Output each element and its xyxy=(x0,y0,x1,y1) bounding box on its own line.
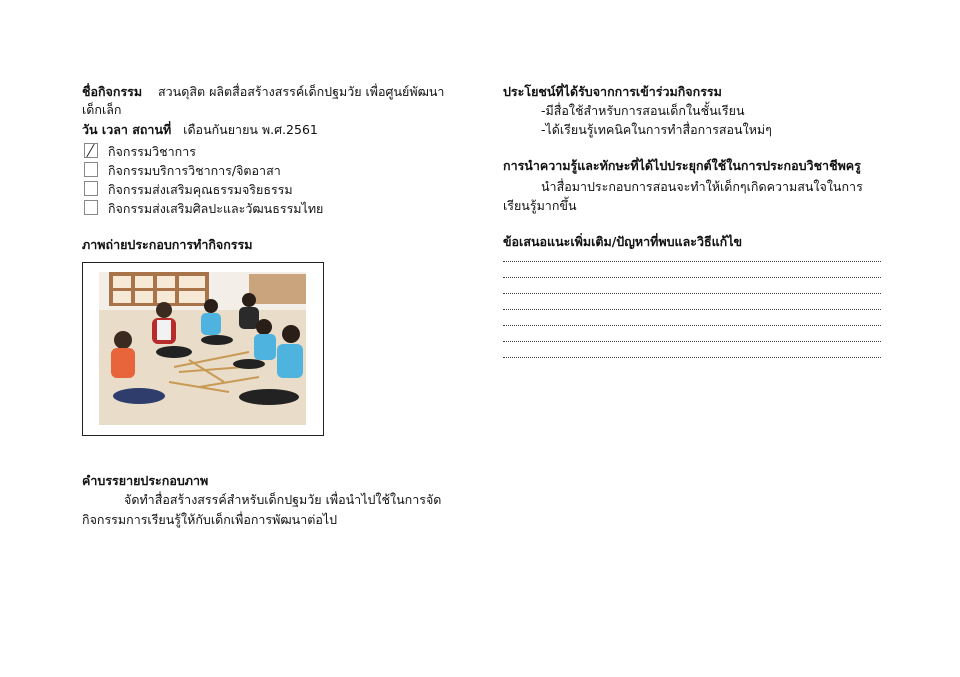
checkbox-icon[interactable] xyxy=(84,181,98,196)
apply-line-2: เรียนรู้มากขึ้น xyxy=(503,198,577,213)
checkbox-label: กิจกรรมส่งเสริมศิลปะและวัฒนธรรมไทย xyxy=(107,201,324,216)
dotted-line xyxy=(503,293,881,295)
dotted-line xyxy=(503,277,881,279)
dotted-line xyxy=(503,357,881,359)
caption-line-2: กิจกรรมการเรียนรู้ให้กับเด็กเพื่อการพัฒนาต่อไป xyxy=(82,512,338,527)
dotted-line xyxy=(503,309,881,311)
benefit-item-1: -มีสื่อใช้สำหรับการสอนเด็กในชั้นเรียน xyxy=(541,103,745,118)
apply-line-1: นำสื่อมาประกอบการสอนจะทำให้เด็กๆเกิดความสนใจในการ xyxy=(541,179,863,194)
dotted-line xyxy=(503,325,881,327)
apply-heading: การนำความรู้และทักษะที่ได้ไปประยุกต์ใช้ในการประกอบวิชาชีพครู xyxy=(503,158,861,173)
benefit-item-2: -ได้เรียนรู้เทคนิคในการทำสื่อการสอนใหม่ๆ xyxy=(541,122,772,137)
caption-heading: คำบรรยายประกอบภาพ xyxy=(82,473,209,488)
checkbox-label: กิจกรรมส่งเสริมคุณธรรมจริยธรรม xyxy=(107,182,293,197)
checkbox-icon[interactable] xyxy=(84,200,98,215)
benefit-heading: ประโยชน์ที่ได้รับจากการเข้าร่วมกิจกรรม xyxy=(503,84,722,99)
checkbox-service[interactable] xyxy=(84,162,281,180)
datetime-label: วัน เวลา สถานที่ xyxy=(82,122,172,137)
checkbox-arts[interactable] xyxy=(84,200,323,218)
activity-label: ชื่อกิจกรรม xyxy=(82,84,143,99)
photo-heading: ภาพถ่ายประกอบการทำกิจกรรม xyxy=(82,237,253,252)
checkbox-ethics[interactable] xyxy=(84,181,293,199)
datetime-row xyxy=(82,121,318,139)
checkbox-label: กิจกรรมวิชาการ xyxy=(107,144,196,159)
suggest-heading: ข้อเสนอแนะเพิ่มเติม/ปัญหาที่พบและวิธีแก้ไข xyxy=(503,234,743,249)
dotted-line xyxy=(503,261,881,263)
photo-frame xyxy=(82,262,324,436)
checkbox-label: กิจกรรมบริการวิชาการ/จิตอาสา xyxy=(107,163,281,178)
activity-name-cont: เด็กเล็ก xyxy=(82,102,122,117)
caption-line-1: จัดทำสื่อสร้างสรรค์สำหรับเด็กปฐมวัย เพื่อนำไปใช้ในการจัด xyxy=(124,492,442,507)
dotted-line xyxy=(503,341,881,343)
activity-name: สวนดุสิต ผลิตสื่อสร้างสรรค์เด็กปฐมวัย เพื่อศูนย์พัฒนา xyxy=(158,84,445,99)
activity-photo xyxy=(99,272,306,425)
checkbox-academic[interactable] xyxy=(84,143,196,161)
checkbox-icon[interactable] xyxy=(84,162,98,177)
checkbox-checked-icon[interactable] xyxy=(84,143,98,158)
datetime-value: เดือนกันยายน พ.ศ.2561 xyxy=(183,122,318,137)
activity-name-row xyxy=(82,83,444,101)
